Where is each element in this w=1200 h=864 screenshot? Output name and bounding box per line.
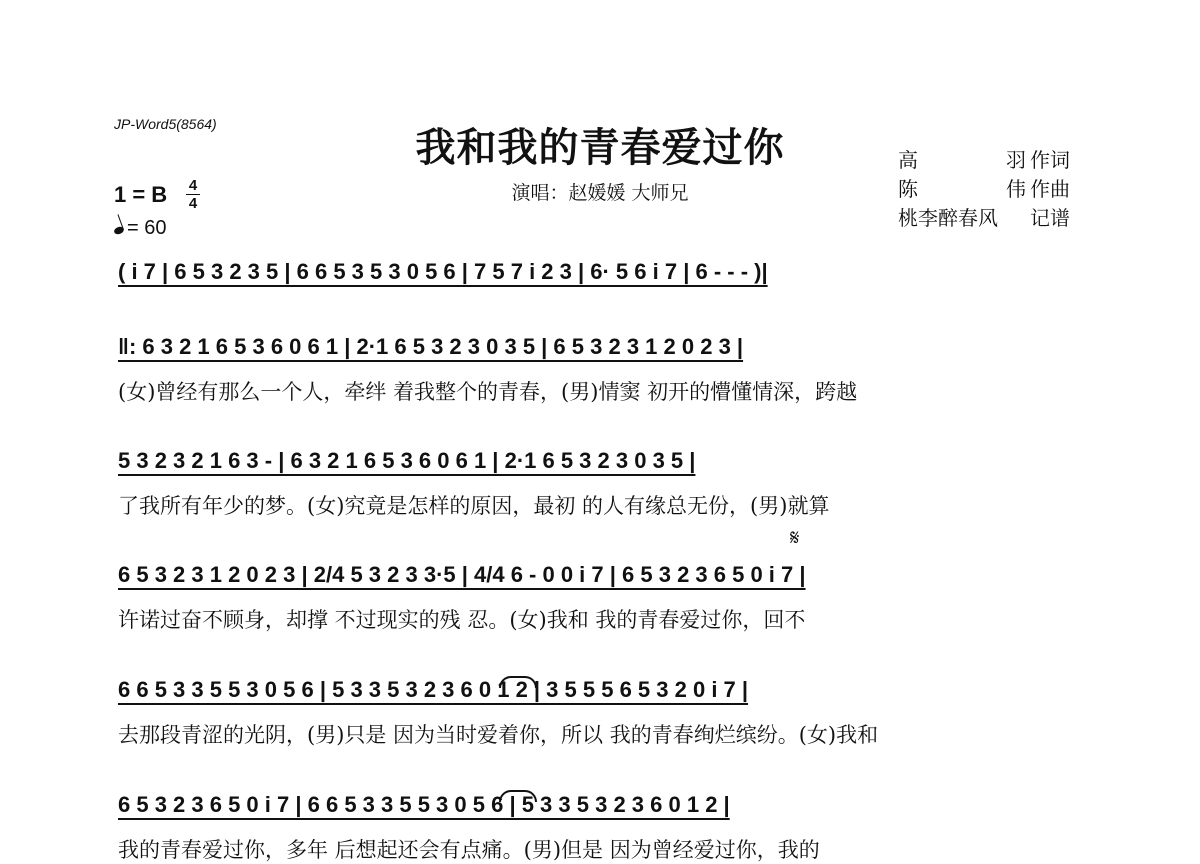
credit-name — [898, 175, 1026, 204]
credit-name: 桃李醉春风 — [898, 206, 998, 230]
credit-name-char: 伟 — [1006, 177, 1026, 201]
key-signature: 1 = B — [114, 182, 168, 207]
lyrics-line: 了我所有年少的梦。(女)究竟是怎样的原因，最初 的人有缘总无份，(男)就算 — [118, 494, 830, 518]
lyrics-line: 许诺过奋不顾身，却撑 不过现实的残 忍。(女)我和 我的青春爱过你，回不 — [118, 608, 806, 632]
credit-composer — [898, 175, 1070, 204]
performer-line: 演唱：赵媛媛 大师兄 — [511, 182, 689, 204]
notation-line: ‖: 6 3 2 1 6 5 3 6 0 6 1 | 2·1 6 5 3 2 3 0 3 5 | 6 5 3 2 3 1 2 0 2 3 | — [118, 334, 744, 359]
tempo-value: = 60 — [127, 217, 167, 239]
lyrics-line: 我的青春爱过你，多年 后想起还会有点痛。(男)但是 因为曾经爱过你，我的 — [118, 838, 820, 862]
tempo-marking — [114, 217, 166, 240]
segno-icon: 𝄋 — [790, 526, 800, 551]
time-signature-bottom: 4 — [188, 195, 198, 212]
notation-line: 6 6 5 3 3 5 5 3 0 5 6 | 5 3 3 5 3 2 3 6 0 1 2 | 3 5 5 5 6 5 3 2 0 i 7 | — [118, 677, 749, 702]
time-signature — [186, 178, 200, 211]
notation-line: 5 3 2 3 2 1 6 3 - | 6 3 2 1 6 5 3 6 0 6 1 | 2·1 6 5 3 2 3 0 3 5 | — [118, 448, 696, 473]
song-title: 我和我的青春爱过你 — [415, 124, 785, 171]
notation-line: ( i 7 | 6 5 3 2 3 5 | 6 6 5 3 5 3 0 5 6 | 7 5 7 i 2 3 | 6· 5 6 i 7 | 6 - - - )| — [118, 259, 768, 284]
credit-name — [898, 146, 1026, 175]
time-signature-top: 4 — [188, 177, 198, 194]
notation-line: 6 5 3 2 3 6 5 0 i 7 | 6 6 5 3 3 5 5 3 0 5 6 | 5 3 3 5 3 2 3 6 0 1 2 | — [118, 792, 730, 817]
credits — [898, 146, 1070, 233]
credit-name-char: 羽 — [1006, 148, 1026, 172]
lyrics-line: (女)曾经有那么一个人，牵绊 着我整个的青春，(男)情窦 初开的懵懂情深，跨越 — [118, 380, 858, 404]
credit-lyricist — [898, 146, 1070, 175]
credit-transcriber — [898, 204, 1070, 233]
quarter-note-icon — [113, 226, 125, 236]
credit-role: 作词 — [1030, 148, 1070, 172]
credit-name-char: 陈 — [898, 177, 918, 201]
lyrics-line: 去那段青涩的光阴，(男)只是 因为当时爱着你，所以 我的青春绚烂缤纷。(女)我和 — [118, 723, 879, 747]
notation-line: 6 5 3 2 3 1 2 0 2 3 | 2/4 5 3 2 3 3·5 | 4/4 6 - 0 0 i 7 | 6 5 3 2 3 6 5 0 i 7 | — [118, 562, 806, 587]
credit-role: 记谱 — [1030, 206, 1070, 230]
software-label: JP-Word5(8564) — [114, 116, 217, 132]
credit-name-char: 高 — [898, 148, 918, 172]
credit-role: 作曲 — [1030, 177, 1070, 201]
